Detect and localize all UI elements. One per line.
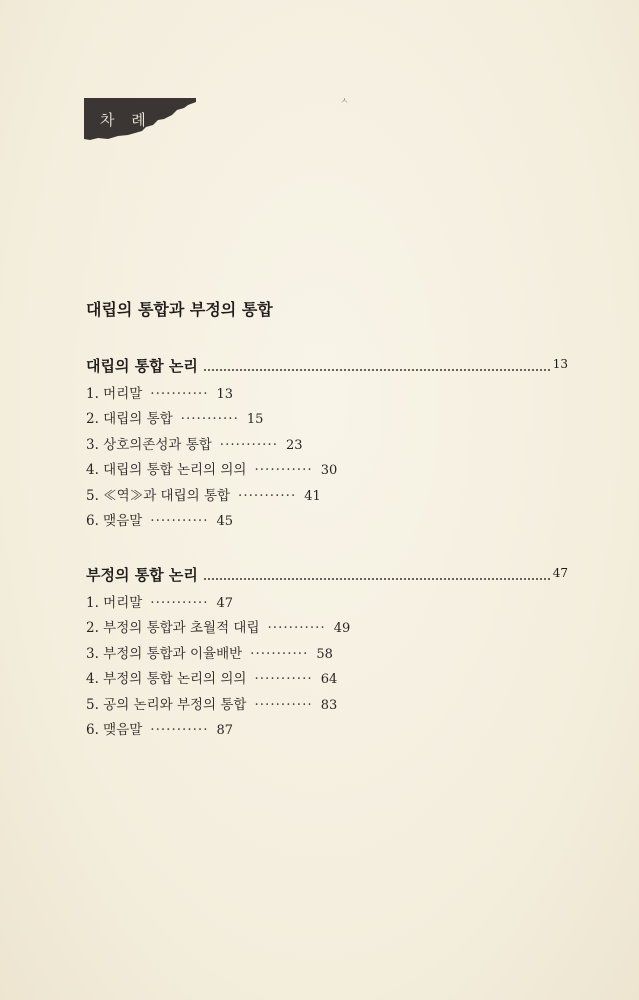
toc-item-label: 4. 부정의 통합 논리의 의의 — [86, 671, 247, 688]
toc-item-dots: ··········· — [219, 436, 279, 453]
toc-item-page: 30 — [320, 463, 338, 479]
toc-item-label: 1. 머리말 — [86, 595, 143, 611]
toc-item-label: 2. 부정의 통합과 초월적 대립 — [86, 620, 260, 637]
toc-item[interactable] — [86, 642, 568, 667]
toc-item[interactable] — [86, 591, 568, 616]
toc-item[interactable] — [86, 484, 568, 509]
toc-item[interactable] — [86, 458, 568, 483]
toc-item-dots: ··········· — [250, 645, 309, 662]
toc-item-page: 13 — [216, 387, 234, 402]
dotted-leader — [204, 578, 550, 580]
toc-item-page: 23 — [286, 437, 303, 453]
toc-item[interactable] — [86, 407, 568, 432]
toc-item-label: 5. ≪역≫과 대립의 통합 — [86, 487, 231, 504]
dotted-leader — [204, 369, 550, 371]
toc-item-label: 3. 부정의 통합과 이율배반 — [86, 645, 243, 662]
toc-item-dots: ··········· — [254, 671, 313, 688]
toc-section-2 — [86, 564, 568, 743]
toc-item-page: 58 — [316, 646, 333, 662]
toc-item-page: 49 — [333, 621, 351, 637]
toc-item-list — [86, 382, 568, 534]
toc-header-tab — [84, 98, 196, 140]
toc-item-label: 3. 상호의존성과 통합 — [86, 436, 212, 453]
book-title: 대립의 통합과 부정의 통합 — [86, 300, 273, 319]
toc-item-label: 5. 공의 논리와 부정의 통합 — [86, 696, 247, 713]
toc-item-label: 6. 맺음말 — [86, 721, 143, 738]
toc-item-dots: ··········· — [267, 620, 326, 637]
toc-item[interactable] — [86, 667, 568, 692]
toc-item-dots: ··········· — [150, 386, 209, 402]
section-heading-title: 부정의 통합 논리 — [86, 566, 198, 584]
section-heading[interactable] — [86, 355, 568, 377]
section-heading-title: 대립의 통합 논리 — [86, 357, 198, 375]
toc-item-list — [86, 591, 568, 743]
toc-item-dots: ··········· — [150, 721, 209, 738]
toc-item-dots: ··········· — [254, 462, 313, 479]
toc-item-dots: ··········· — [254, 696, 313, 713]
toc-item-page: 15 — [246, 412, 264, 428]
toc-item-dots: ··········· — [180, 411, 239, 428]
toc-item-page: 41 — [304, 488, 321, 504]
toc-item-label: 1. 머리말 — [86, 386, 143, 402]
section-heading[interactable] — [86, 564, 568, 586]
toc-item[interactable] — [86, 433, 568, 458]
toc-item-dots: ··········· — [150, 512, 209, 529]
toc-item[interactable] — [86, 509, 568, 534]
toc-item[interactable] — [86, 616, 568, 641]
toc-item[interactable] — [86, 693, 568, 718]
toc-item-page: 87 — [216, 722, 234, 738]
section-heading-page: 47 — [552, 566, 568, 580]
toc-item-label: 2. 대립의 통합 — [86, 411, 173, 428]
toc-item-page: 83 — [320, 697, 338, 713]
toc-item-dots: ··········· — [150, 595, 209, 611]
toc-item[interactable] — [86, 718, 568, 743]
toc-item-label: 4. 대립의 통합 논리의 의의 — [86, 462, 247, 479]
toc-header-label: 차 례 — [100, 111, 152, 129]
toc-item-dots: ··········· — [238, 487, 297, 504]
toc-item[interactable] — [86, 382, 568, 407]
section-heading-page: 13 — [552, 357, 568, 371]
toc-item-label: 6. 맺음말 — [86, 512, 143, 529]
toc-item-page: 64 — [320, 672, 338, 688]
toc-item-page: 47 — [216, 596, 234, 611]
toc-section-1 — [86, 355, 568, 534]
corner-mark: ㅅ — [340, 97, 349, 107]
toc-item-page: 45 — [216, 513, 234, 529]
